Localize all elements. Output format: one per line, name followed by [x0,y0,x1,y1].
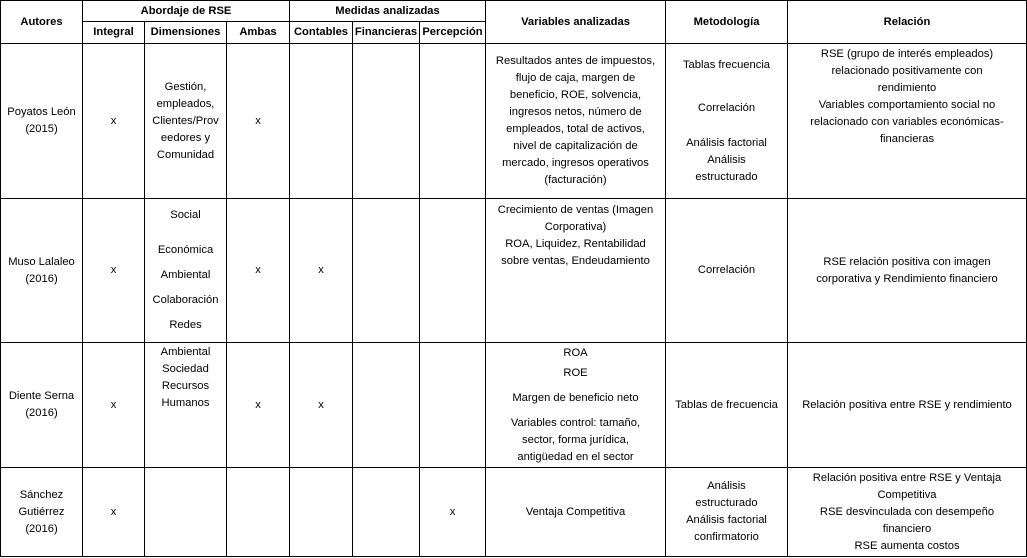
variable-line: (facturación) [544,174,607,186]
header-ambas: Ambas [239,26,277,38]
variable-line: Crecimiento de ventas (Imagen [497,204,654,216]
row4-relacion [788,468,1026,556]
row3-variables [486,343,665,467]
variable-line: Variables control: tamaño, [510,416,641,429]
row3-dimensiones [145,343,226,467]
row4-autor [1,468,82,556]
row2-metodologia [666,199,787,342]
relacion-line: RSE (grupo de interés empleados) [820,48,994,60]
autor-line: Diente Serna [8,390,75,402]
autor-line: (2016) [25,407,58,419]
header-percepcion: Percepción [422,26,483,38]
header-autores: Autores [20,15,63,28]
dimension-line: empleados, [156,97,215,110]
autor-line: Poyatos León [7,106,76,118]
dimension-line: Sociedad [162,363,209,375]
row3-autor [1,343,82,467]
metodologia-line: Análisis factorial [686,514,767,526]
dimension-line: Ambiental [160,269,211,281]
dimension-line: Comunidad [156,148,215,161]
variable-line: Corporativa) [544,221,607,233]
variable-line: Ventaja Competitiva [525,505,626,518]
row1-variables [486,44,665,198]
dimension-line: Ambiental [160,346,211,358]
variable-line: ROE [563,366,588,379]
variable-line: antigüedad en el sector [517,450,634,463]
dimension-line: eedores y [160,131,211,144]
header-financieras: Financieras [354,26,418,38]
relacion-line: financiero [882,522,932,535]
row3-contables-mark: x [318,398,324,411]
autor-line: (2016) [25,522,58,535]
metodologia-line: estructurado [695,497,758,509]
header-variables: Variables analizadas [521,15,630,28]
metodologia-line: estructurado [695,170,758,183]
row3-metodologia [666,343,787,467]
dimension-line: Humanos [161,397,210,409]
relacion-line: Competitiva [877,488,937,501]
row2-contables-mark: x [318,264,324,276]
relacion-line: financieras [879,133,935,145]
metodologia-line: Análisis factorial [686,136,767,149]
relacion-line: relacionado positivamente con [831,65,983,77]
variable-line: sector, forma jurídica, [522,433,629,446]
autor-line: Muso Lalaleo [8,255,75,268]
header-dimensiones: Dimensiones [150,26,221,38]
relacion-line: RSE desvinculada con desempeño [819,505,995,518]
row4-metodologia [666,468,787,556]
row3-integral-mark: x [110,398,117,411]
metodologia-line: Tablas de frecuencia [675,398,778,411]
row3-ambas-mark: x [255,398,261,411]
row2-integral-mark: x [110,264,117,276]
row4-percepcion-mark: x [449,505,456,518]
header-abordaje: Abordaje de RSE [140,4,232,17]
header-medidas: Medidas analizadas [335,4,440,17]
row2-relacion [788,199,1026,342]
row2-ambas-mark: x [255,264,261,276]
relacion-line: Variables comportamiento social no [818,99,996,111]
metodologia-line: Correlación [697,101,756,114]
relacion-line: corporativa y Rendimiento financiero [816,272,998,285]
dimension-line: Económica [157,244,214,256]
dimension-line: Gestión, [164,80,207,93]
metodologia-line: confirmatorio [694,531,759,543]
metodologia-line: Análisis [707,153,746,166]
metodologia-line: Tablas frecuencia [682,58,771,71]
variable-line: mercado, ingresos operativos [502,157,649,169]
row2-variables [486,199,665,342]
row4-variables [486,468,665,556]
relacion-line: RSE relación positiva con imagen [823,255,991,268]
variable-line: Margen de beneficio neto [512,391,639,404]
relacion-line: relacionado con variables económicas- [810,116,1004,128]
row1-autor [1,44,82,198]
grid-line [352,21,353,557]
relacion-line: RSE aumenta costos [854,539,960,552]
variable-line: nivel de capitalización de [513,140,638,152]
autor-line: (2016) [25,272,58,285]
variable-line: ROA [563,346,588,359]
variable-line: beneficio, ROE, solvencia, [509,89,642,101]
variable-line: ROA, Liquidez, Rentabilidad [505,238,646,250]
relacion-line: rendimiento [877,82,937,94]
header-contables: Contables [293,26,349,38]
dimension-line: Social [170,209,201,221]
grid-line [0,556,1027,557]
autor-line: (2015) [25,123,58,135]
row2-autor [1,199,82,342]
row1-integral-mark: x [110,114,117,127]
row3-relacion [788,343,1026,467]
header-integral: Integral [93,26,134,38]
relacion-line: Relación positiva entre RSE y rendimiento [802,398,1012,411]
header-relacion: Relación [883,15,931,28]
variable-line: ingresos netos, número de [509,106,642,118]
row2-dimensiones [145,199,226,342]
variable-line: flujo de caja, margen de [515,72,636,84]
variable-line: empleados, total de activos, [506,123,645,135]
row1-relacion [788,44,1026,198]
row1-ambas-mark: x [255,114,261,127]
variable-line: sobre ventas, Endeudamiento [501,255,650,267]
row1-dimensiones [145,44,226,198]
metodologia-line: Correlación [697,264,756,276]
relacion-line: Relación positiva entre RSE y Ventaja [812,471,1002,484]
dimension-line: Colaboración [152,294,219,306]
row1-metodologia [666,44,787,198]
metodologia-line: Análisis [707,480,746,492]
header-metodologia: Metodología [693,15,760,28]
dimension-line: Recursos [161,380,210,392]
row4-integral-mark: x [110,505,117,518]
autor-line: Sánchez [19,488,64,501]
dimension-line: Redes [169,319,202,331]
dimension-line: Clientes/Prov [152,114,219,127]
autor-line: Gutiérrez [18,505,65,518]
variable-line: Resultados antes de impuestos, [495,55,656,67]
